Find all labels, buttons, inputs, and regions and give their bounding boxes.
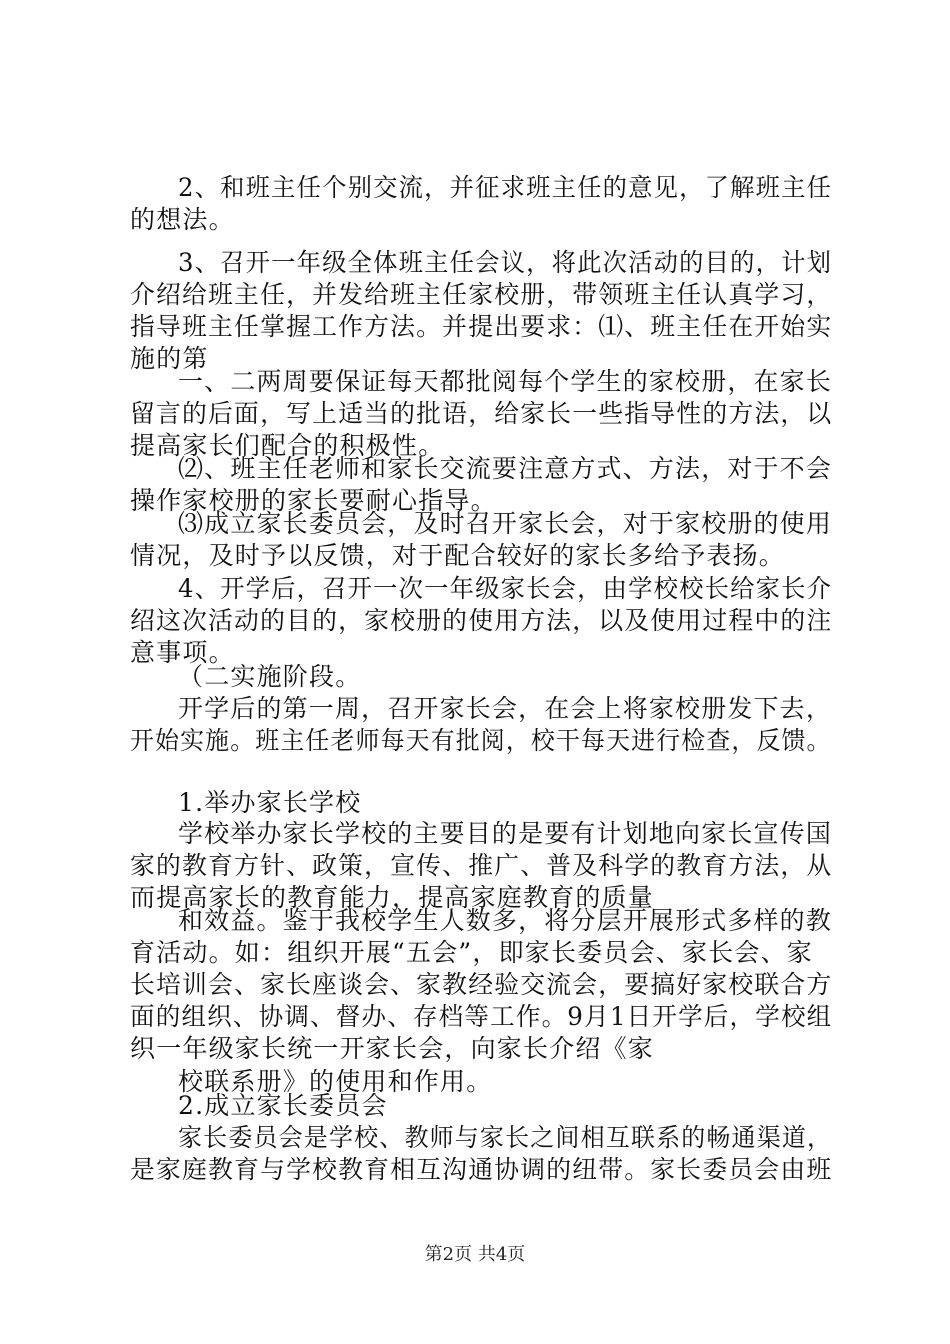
text-line: 家长委员会是学校、教师与家长之间相互联系的畅通渠道， — [178, 1123, 833, 1152]
text-line: 一、二两周要保证每天都批阅每个学生的家校册，在家长 — [178, 367, 833, 396]
text-line: （二实施阶段。 — [178, 662, 362, 691]
text-line: 3、召开一年级全体班主任会议，将此次活动的目的，计划 — [178, 248, 833, 277]
text-line: ⑶成立家长委员会，及时召开家长会，对于家校册的使用 — [178, 509, 833, 538]
text-line: 学校举办家长学校的主要目的是要有计划地向家长宣传国 — [178, 819, 833, 848]
text-line: 家的教育方针、政策，宣传、推广、普及科学的教育方法，从 — [130, 851, 833, 880]
text-line: 2、和班主任个别交流，并征求班主任的意见，了解班主任 — [178, 173, 833, 202]
text-line: 施的第 — [130, 344, 209, 373]
text-line: 校联系册》的使用和作用。 — [178, 1067, 493, 1096]
text-line: 操作家校册的家长要耐心指导。 — [130, 486, 497, 515]
text-line: 意事项。 — [130, 638, 235, 667]
text-line: 长培训会、家长座谈会、家教经验交流会，要搞好家校联合方 — [130, 970, 833, 999]
text-line: 2.成立家长委员会 — [178, 1091, 388, 1120]
text-line: 开始实施。班主任老师每天有批阅，校干每天进行检查，反馈。 — [130, 726, 832, 755]
text-line: 是家庭教育与学校教育相互沟通协调的纽带。家长委员会由班 — [130, 1155, 833, 1184]
text-line: 面的组织、协调、督办、存档等工作。9月1日开学后，学校组 — [130, 1002, 833, 1031]
text-line: 指导班主任掌握工作方法。并提出要求：⑴、班主任在开始实 — [130, 312, 833, 341]
text-line: 的想法。 — [130, 205, 235, 234]
text-line: 和效益。鉴于我校学生人数多，将分层开展形式多样的教 — [178, 906, 833, 935]
text-line: ⑵、班主任老师和家长交流要注意方式、方法，对于不会 — [178, 454, 833, 483]
page-footer: 第2页 共4页 — [424, 1244, 526, 1265]
text-line: 织一年级家长统一开家长会，向家长介绍《家 — [130, 1034, 655, 1063]
text-line: 情况，及时予以反馈，对于配合较好的家长多给予表扬。 — [130, 541, 786, 570]
text-line: 育活动。如：组织开展“五会”，即家长委员会、家长会、家 — [130, 938, 813, 967]
text-line: 1.举办家长学校 — [178, 788, 362, 817]
text-line: 提高家长们配合的积极性。 — [130, 431, 445, 460]
text-line: 介绍给班主任，并发给班主任家校册，带领班主任认真学习， — [130, 280, 833, 309]
text-line: 留言的后面，写上适当的批语，给家长一些指导性的方法，以 — [130, 399, 833, 428]
text-line: 开学后的第一周，召开家长会，在会上将家校册发下去， — [178, 694, 833, 723]
text-line: 绍这次活动的目的，家校册的使用方法，以及使用过程中的注 — [130, 606, 833, 635]
text-line: 4、开学后，召开一次一年级家长会，由学校校长给家长介 — [178, 574, 833, 603]
text-line: 而提高家长的教育能力，提高家庭教育的质量 — [130, 883, 655, 912]
